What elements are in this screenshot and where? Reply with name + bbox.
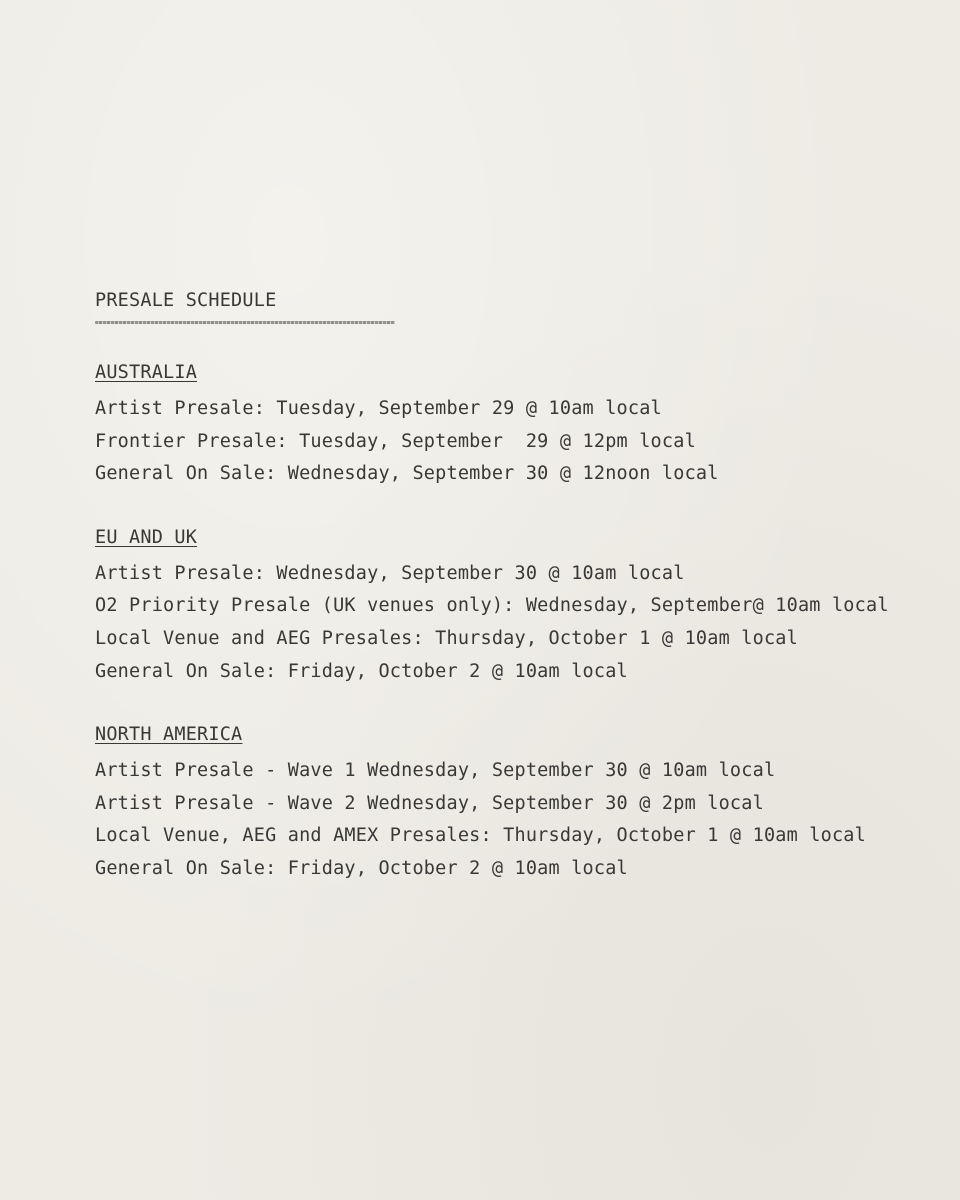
schedule-line: Artist Presale - Wave 1 Wednesday, September 30 @ 10am local <box>95 760 776 782</box>
section-north-america <box>95 722 915 885</box>
section-heading-eu-and-uk: EU AND UK <box>95 526 198 548</box>
presale-document <box>95 288 915 886</box>
schedule-line: General On Sale: Friday, October 2 @ 10am local <box>95 857 628 879</box>
section-heading-australia: AUSTRALIA <box>95 362 198 383</box>
section-eu-and-uk <box>95 525 915 688</box>
schedule-line: Local Venue and AEG Presales: Thursday, October 1 @ 10am local <box>95 627 798 649</box>
schedule-line: Artist Presale: Wednesday, September 30 @ 10am local <box>95 562 685 584</box>
schedule-line: Frontier Presale: Tuesday, September 29 @ 12pm local <box>95 430 696 452</box>
title-rule <box>95 321 395 324</box>
schedule-line: Artist Presale: Tuesday, September 29 @ 10am local <box>95 398 662 419</box>
schedule-line: O2 Priority Presale (UK venues only): Wednesday, September@ 10am local <box>95 595 889 617</box>
schedule-line: Artist Presale - Wave 2 Wednesday, September 30 @ 2pm local <box>95 792 764 814</box>
schedule-line: Local Venue, AEG and AMEX Presales: Thursday, October 1 @ 10am local <box>95 825 866 847</box>
section-heading-north-america: NORTH AMERICA <box>95 724 243 746</box>
document-title: PRESALE SCHEDULE <box>95 290 277 311</box>
schedule-line: General On Sale: Friday, October 2 @ 10am local <box>95 660 628 682</box>
section-australia <box>95 360 915 491</box>
schedule-line: General On Sale: Wednesday, September 30 @ 12noon local <box>95 463 719 485</box>
